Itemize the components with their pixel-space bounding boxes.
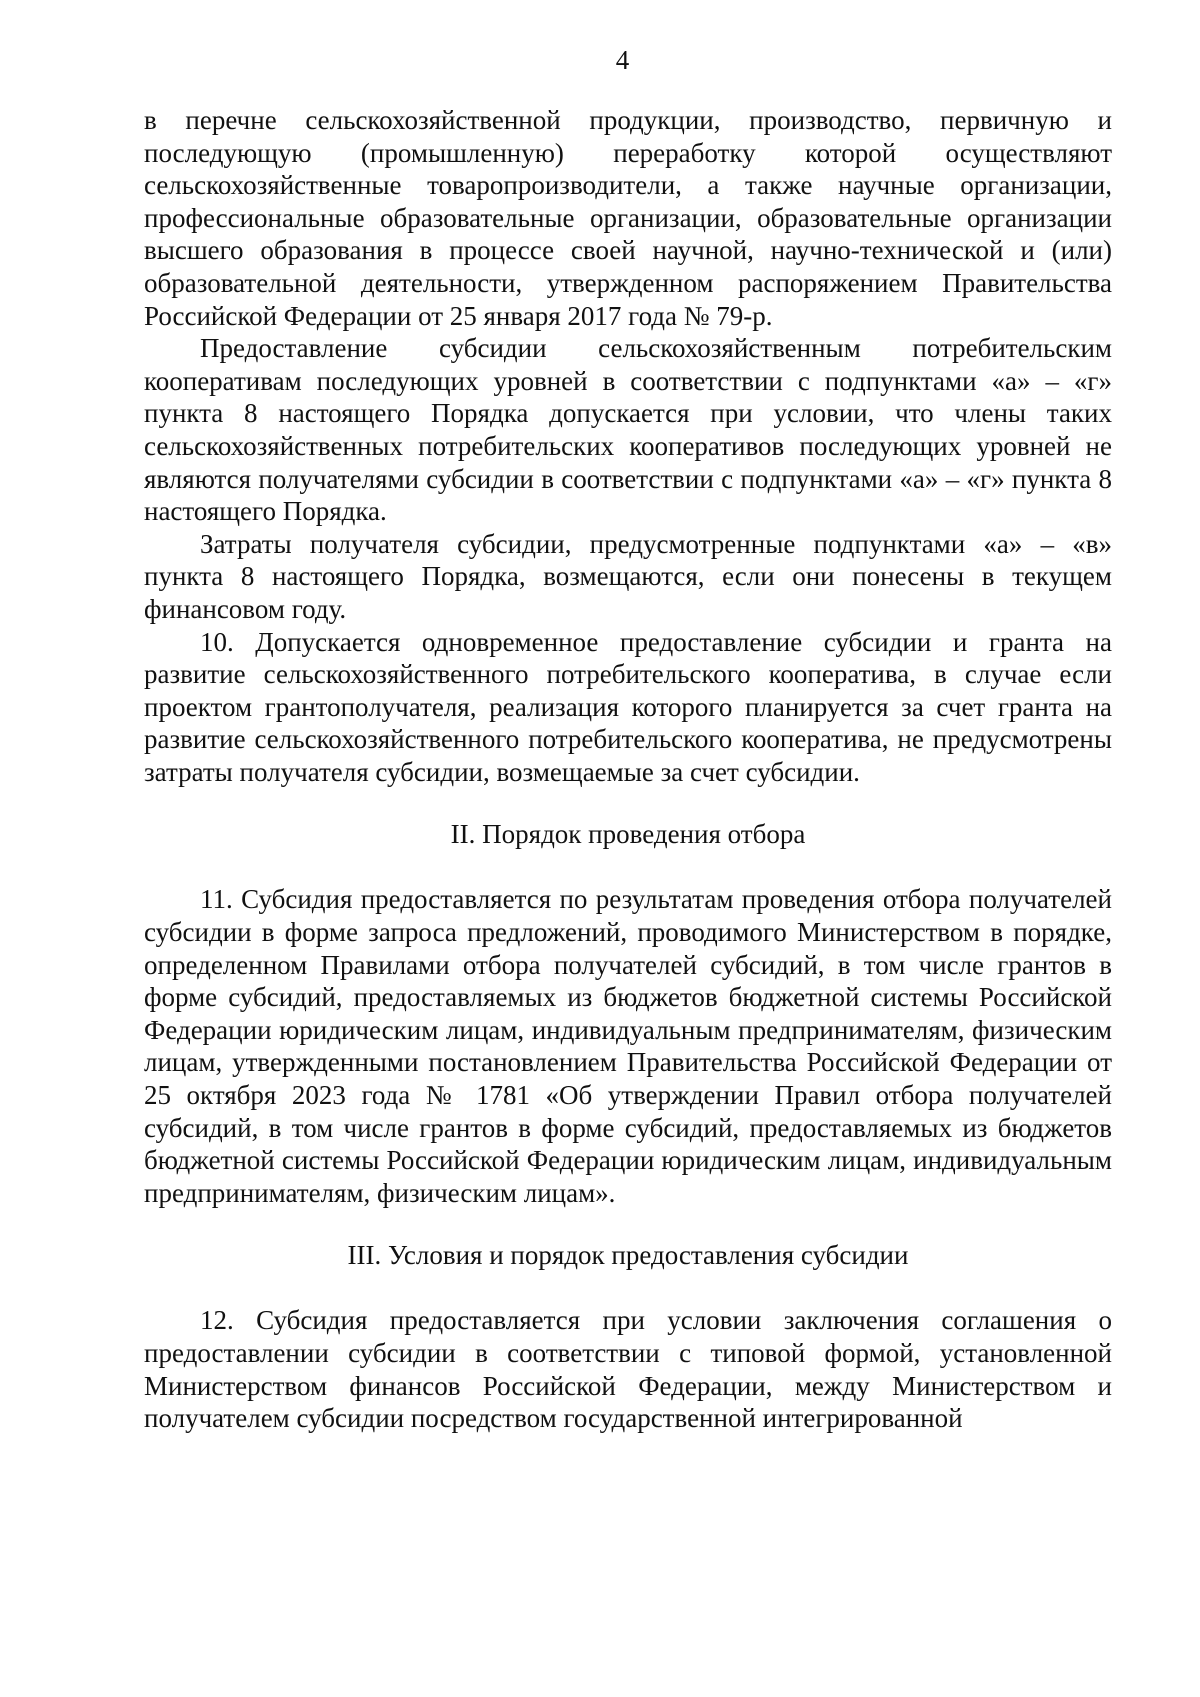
paragraph-item-11: 11. Субсидия предоставляется по результатам проведения отбора получателей субсидии в форме запроса предложений, проводимого Министерством в порядке, определенном Правилами отбора получателей субсидий, в том числе грантов в форме субсидий, предоставляемых из бюджетов бюджетной системы Российской Федерации юридическим лицам, индивидуальным предпринимателям, физическим лицам, утвержденными постановлением Правительства Российской Федерации от 25 октября 2023 года № 1781 «Об утверждении Правил отбора получателей субсидий, в том числе грантов в форме субсидий, предоставляемых из бюджетов бюджетной системы Российской Федерации юридическим лицам, индивидуальным предпринимателям, физическим лицам». [144,884,1112,1208]
page-number: 4 [615,45,630,75]
paragraph-item-12: 12. Субсидия предоставляется при условии заключения соглашения о предоставлении субсидии в соответствии с типовой формой, установленной Министерством финансов Российской Федерации, между Министерством и получателем субсидии посредством государственной интегрированной [144,1305,1112,1434]
paragraph-costs-reimbursement: Затраты получателя субсидии, предусмотренные подпунктами «а» – «в» пункта 8 настоящего Порядка, возмещаются, если они понесены в текущем финансовом году. [144,528,1112,624]
paragraph-cooperatives-condition: Предоставление субсидии сельскохозяйственным потребительским кооперативам последующих уровней в соответствии с подпунктами «а» – «г» пункта 8 настоящего Порядка допускается при условии, что члены таких сельскохозяйственных потребительских кооперативов последующих уровней не являются получателями субсидии в соответствии с подпунктами «а» – «г» пункта 8 настоящего Порядка. [144,333,1112,527]
section-heading-3: III. Условия и порядок предоставления субсидии [347,1240,909,1271]
paragraph-item-10: 10. Допускается одновременное предоставление субсидии и гранта на развитие сельскохозяйственного потребительского кооператива, в случае если проектом грантополучателя, реализация которого планируется за счет гранта на развитие сельскохозяйственного потребительского кооператива, не предусмотрены затраты получателя субсидии, возмещаемые за счет субсидии. [144,626,1112,787]
document-body [144,104,1112,1435]
paragraph-continuation: в перечне сельскохозяйственной продукции, производство, первичную и последующую (промышленную) переработку которой осуществляют сельскохозяйственные товаропроизводители, а также научные организации, профессиональные образовательные организации, образовательные организации высшего образования в процессе своей научной, научно-технической и (или) образовательной деятельности, утвержденном распоряжением Правительства Российской Федерации от 25 января 2017 года № 79-р. [144,105,1112,331]
section-heading-2: II. Порядок проведения отбора [450,819,806,850]
